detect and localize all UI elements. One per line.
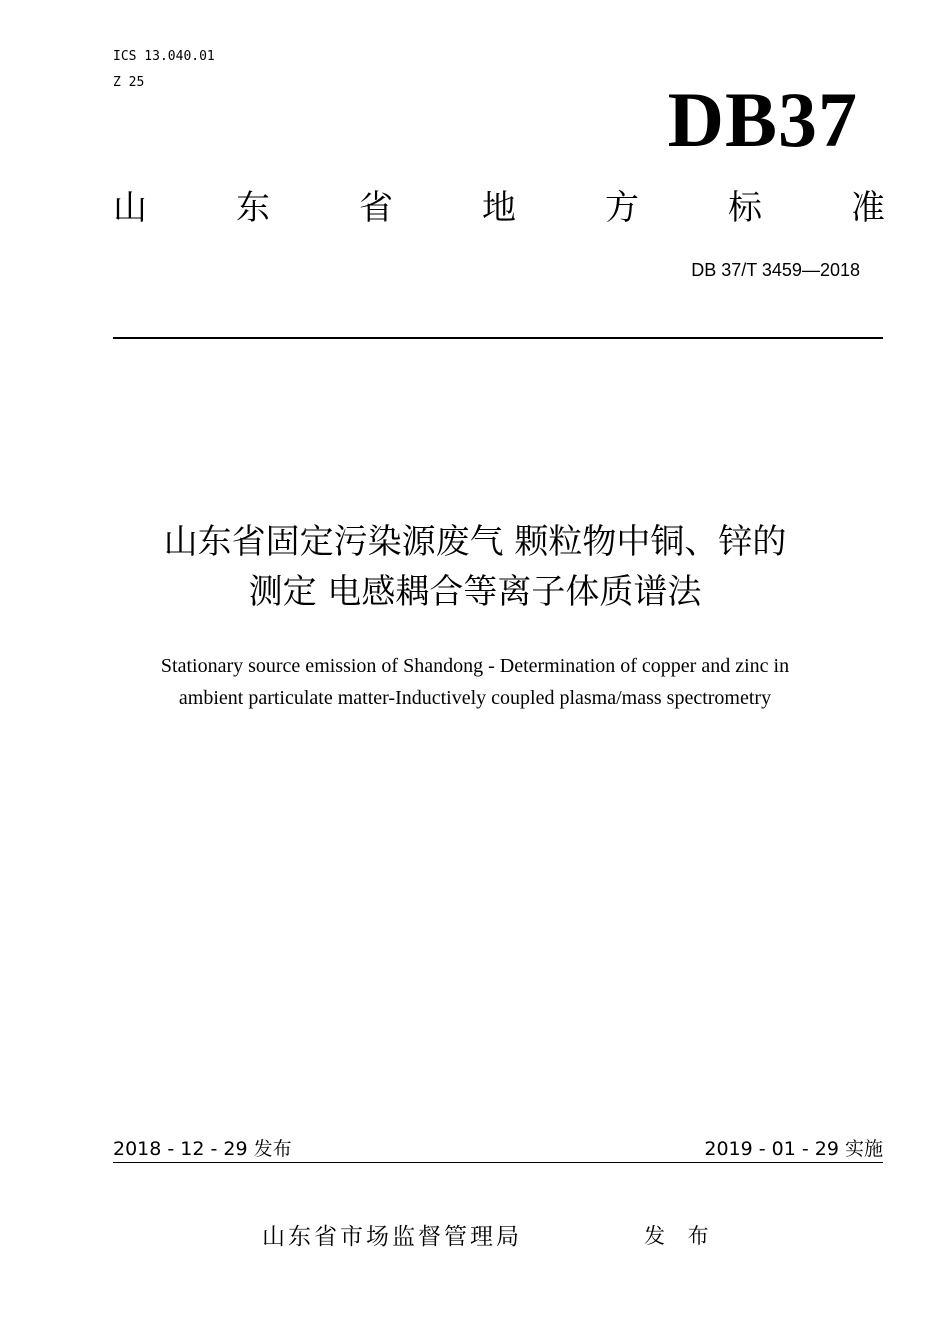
issuing-authority: 山东省市场监督管理局	[262, 1224, 522, 1250]
chinese-title	[0, 517, 950, 617]
standard-type-char: 方	[605, 188, 639, 228]
implementation-date: 2019 - 01 - 29 实施	[704, 1138, 883, 1160]
standard-type-heading	[113, 188, 885, 228]
english-title-line-1: Stationary source emission of Shandong - Determination of copper and zinc in	[160, 655, 790, 677]
english-title	[0, 650, 950, 714]
standard-type-char: 东	[236, 188, 270, 228]
issue-label: 发 布	[644, 1224, 717, 1248]
ccs-code: Z 25	[113, 75, 145, 90]
standard-logo: DB37	[667, 76, 858, 163]
english-title-line-2: ambient particulate matter-Inductively coupled plasma/mass spectrometry	[178, 687, 772, 709]
standard-type-char: 山	[113, 188, 147, 228]
chinese-title-line-2: 测定 电感耦合等离子体质谱法	[248, 572, 702, 612]
footer-divider	[113, 1162, 883, 1163]
standard-type-char: 省	[359, 188, 393, 228]
standard-number: DB 37/T 3459—2018	[691, 260, 860, 280]
ics-code: ICS 13.040.01	[113, 49, 215, 64]
standard-type-char: 准	[851, 188, 885, 228]
header-divider	[113, 337, 883, 339]
standard-type-char: 地	[482, 188, 516, 228]
chinese-title-line-1: 山东省固定污染源废气 颗粒物中铜、锌的	[163, 522, 787, 562]
issue-date: 2018 - 12 - 29 发布	[113, 1138, 292, 1160]
standard-type-char: 标	[728, 188, 762, 228]
